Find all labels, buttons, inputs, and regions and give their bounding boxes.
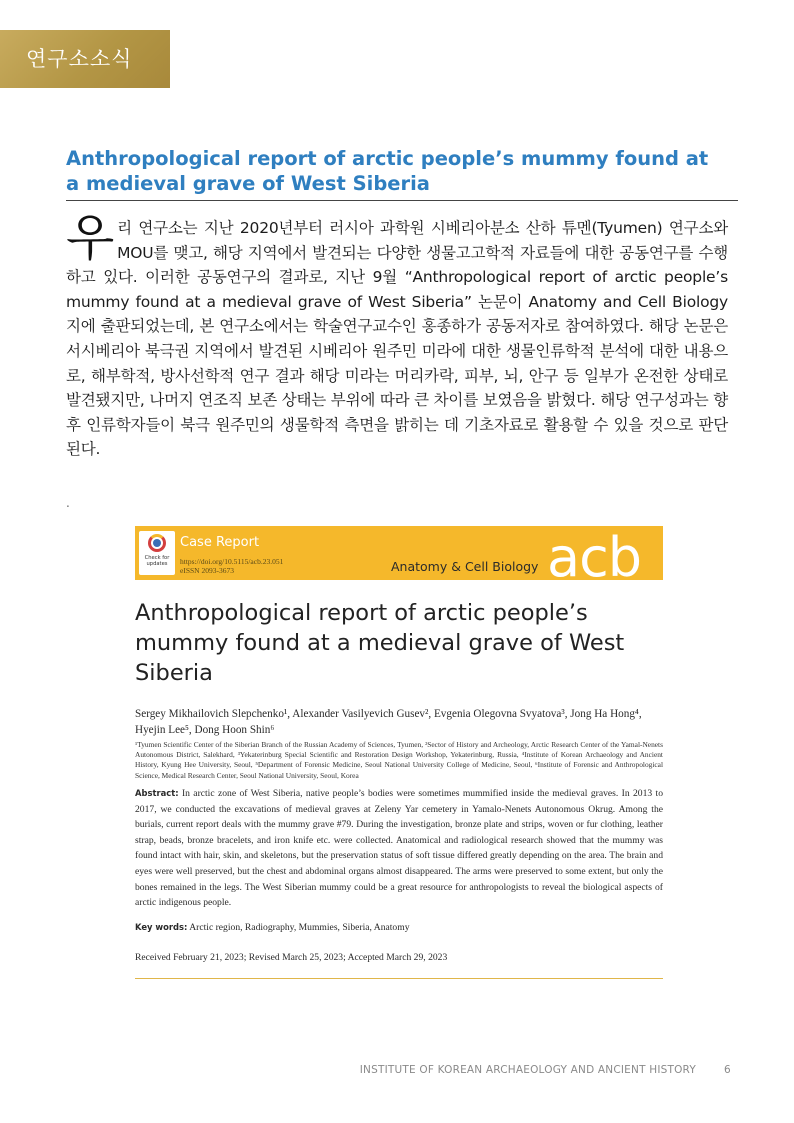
paper-preview [135, 526, 663, 986]
journal-banner [135, 526, 663, 580]
doi-block [180, 557, 283, 575]
paper-divider [135, 978, 663, 979]
keywords-label: Key words: [135, 922, 188, 932]
keywords-text: Arctic region, Radiography, Mummies, Siberia, Anatomy [189, 922, 410, 933]
body-paragraph: 리 연구소는 지난 2020년부터 러시아 과학원 시베리아분소 산하 튜멘(Tyumen) 연구소와 MOU를 맺고, 해당 지역에서 발견되는 다양한 생물고고학적 자료들에 대한 공동연구를 수행하고 있다. 이러한 공동연구의 결과로, 지난 9월 “Anthropological report of arctic people’s mummy found at a medieval grave of West Siberia” 논문이 Anatomy and Cell Biology 지에 출판되었는데, 본 연구소에서는 학술연구교수인 홍종하가 공동저자로 참여하였다. 해당 논문은 서시베리아 북극권 지역에서 발견된 시베리아 원주민 미라에 대한 생물인류학적 분석에 대한 내용으로, 해부학적, 방사선학적 연구 결과 해당 미라는 머리카락, 피부, 뇌, 안구 등 일부가 온전한 상태로 발견됐지만, 나머지 연조직 보존 상태는 부위에 따라 큰 차이를 보였음을 밝혔다. 해당 연구성과는 향후 인류학자들이 북극 원주민의 생물학적 측면을 밝히는 데 기초자료로 활용할 수 있을 것으로 판단된다. [66, 219, 728, 459]
check-for-updates-icon[interactable] [139, 531, 175, 575]
eissn: eISSN 2093-3673 [180, 566, 234, 575]
stray-mark: . [66, 496, 70, 510]
paper-affiliations: ¹Tyumen Scientific Center of the Siberian Branch of the Russian Academy of Sciences, Tyumen, ²Sector of History and Archeology, Arctic Research Center of the Yamal-Nenets Autonomous District, Salekhard, ³Yekaterinburg Special Scientific and Restoration Design Workshop, Yekaterinburg, Russia, ⁴Institute of Korean Archaeology and Ancient History, Kyung Hee University, Seoul, ⁵Department of Forensic Medicine, Seoul National University College of Medicine, Seoul, ⁶Institute of Forensic and Anthropological Science, Medical Research Center, Seoul National University, Seoul, Korea [135, 740, 663, 780]
paper-authors: Sergey Mikhailovich Slepchenko¹, Alexander Vasilyevich Gusev², Evgenia Olegovna Svyatova³, Jong Ha Hong⁴, Hyejin Lee⁵, Dong Hoon Shin⁶ [135, 708, 642, 736]
section-tab: 연구소소식 [0, 30, 170, 88]
drop-cap: 우 [66, 209, 115, 267]
paper-keywords [135, 922, 663, 933]
journal-name: Anatomy & Cell Biology [391, 559, 539, 574]
doi-link[interactable]: https://doi.org/10.5115/acb.23.051 [180, 557, 284, 566]
paper-title: Anthropological report of arctic people’s mummy found at a medieval grave of West Siberia [135, 600, 625, 686]
page-number: 6 [724, 1064, 731, 1076]
paper-abstract [135, 786, 663, 911]
article-body [66, 209, 728, 462]
footer-organization: INSTITUTE OF KOREAN ARCHAEOLOGY AND ANCIENT HISTORY [359, 1064, 696, 1076]
article-title: Anthropological report of arctic people’s mummy found at a medieval grave of West Siberia [66, 147, 709, 195]
abstract-text: In arctic zone of West Siberia, native people’s bodies were sometimes mummified inside the medieval graves. In 2013 to 2017, we conducted the excavations of medieval graves at Zeleny Yar cemetery in Yamalo-Nenets Autonomous Okrug. Among the burials, current report deals with the mummy grave #79. During the investigation, bronze plate and strips, woven or fur clothing, leather strap, beads, bronze bracelets, and iron knife etc. were collected. Anatomical and radiological research showed that the mummy was found intact with hair, skin, and skeletons, but the preservation status of soft tissue differed greatly depending on the area. The brain and eyes were well preserved, but the chest and abdominal organs almost disappeared. The arms were preserved to some extent, but only the bones remained in the legs. The West Siberian mummy could be a great resource for anthropologists to reveal the biological aspects of arctic indigenous people. [135, 788, 664, 909]
title-divider [66, 200, 738, 201]
received-dates: Received February 21, 2023; Revised March 25, 2023; Accepted March 29, 2023 [135, 952, 448, 963]
abstract-label: Abstract: [135, 788, 179, 798]
article-type-label: Case Report [180, 535, 260, 550]
journal-logo: acb [547, 528, 642, 582]
crossmark-label: Check for updates [144, 555, 170, 567]
